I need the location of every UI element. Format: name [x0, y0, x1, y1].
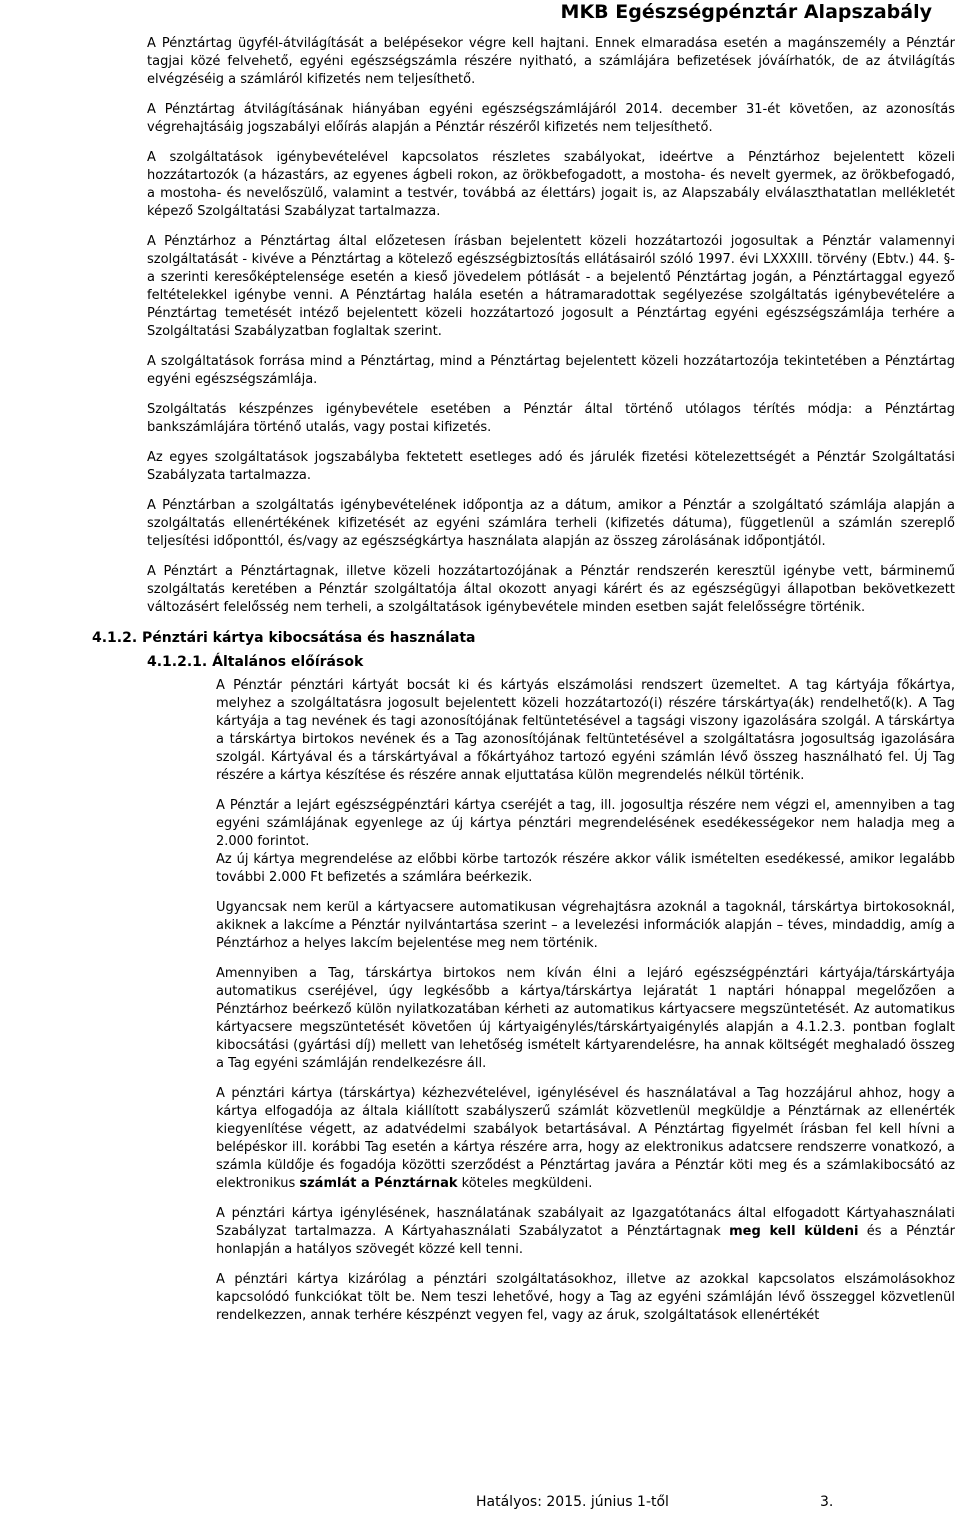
- paragraph: Az új kártya megrendelése az előbbi körbe tartozók részére akkor válik ismételten esedékessé, amikor legalább további 2.000 Ft befizetés a számlára beérkezik.: [216, 852, 955, 885]
- page-number: 3.: [820, 1494, 834, 1510]
- page-header: [0, 0, 960, 28]
- document-body: [92, 35, 955, 1337]
- text-run: A pénztári kártya igénylésének, használatának szabályait az Igazgatótanács által elfogadott Kártyahasználati Szabályzat tartalmazza. A Kártyahasználati Szabályzatot a Pénztártagnak: [216, 1206, 955, 1239]
- section-heading: 4.1.2. Pénztári kártya kibocsátása és használata: [92, 630, 476, 646]
- subsection-heading: 4.1.2.1. Általános előírások: [147, 654, 364, 670]
- paragraph: [216, 1205, 955, 1259]
- paragraph: A Pénztárt a Pénztártagnak, illetve közeli hozzátartozójának a Pénztár rendszerén keresztül igénybe vett, bárminemű szolgáltatás keretében a Pénztár szolgáltatója által okozott anyagi kárért és az egészségügyi állapotban bekövetkezett változásért felelősség nem terheli, a szolgáltatások igénybevétele minden esetben saját felelősségre történik.: [147, 564, 955, 615]
- paragraph: Ugyancsak nem kerül a kártyacsere automatikusan végrehajtásra azoknál a tagoknál, társkártya birtokosoknál, akiknek a lakcíme a Pénztár nyilvántartása szerint – a levelezési információk alapján – téves, mindaddig, amíg a Pénztárhoz a helyes lakcím bejelentése meg nem történik.: [216, 900, 955, 951]
- text-run: A pénztári kártya (társkártya) kézhezvételével, igénylésével és használatával a Tag hozzájárul ahhoz, hogy a kártya elfogadója az általa kiállított szabályszerű számlát közvetlenül megküldje a Pénztárnak az ellenérték kiegyenlítése végett, az adatvédelmi szabályok betartásával. A Pénztártag figyelmét írásban fel kell hívni a belépéskor ill. korábbi Tag esetén a kártya részére arra, hogy az elektronikus adatcsere rendszerre vonatkozó, a számla küldője és fogadója közötti szerződést a Pénztártag javára a Pénztár köti meg és a számlakibocsátó az elektronikus: [216, 1086, 955, 1191]
- page-footer: [476, 1493, 834, 1511]
- paragraph: A Pénztárban a szolgáltatás igénybevételének időpontja az a dátum, amikor a Pénztár a szolgáltató számlája alapján a szolgáltatás ellenértékének kifizetését az egyéni számlára terheli (kifizetés dátuma), függetlenül a számlán szereplő teljesítési időponttól, és/vagy az egészségkártya használata alapján az összeg zárolásának időpontjától.: [147, 498, 955, 549]
- paragraph: A Pénztárhoz a Pénztártag által előzetesen írásban bejelentett közeli hozzátartozói jogosultak a Pénztár valamennyi szolgáltatását - kivéve a Pénztártag a kötelező egészségbiztosítás ellátásairól szóló 1997. évi LXXXIII. törvény (Ebtv.) 44. §-a szerinti keresőképtelensége esetén a kieső jövedelem pótlását - a bejelentő Pénztártag jogán, a Pénztártaggal egyező feltételekkel igénybe venni. A Pénztártag halála esetén a hátramaradottak segélyezése szolgáltatás igénybevételére a Pénztártag temetését intéző bejelentett közeli hozzátartozó jogosult a Pénztártag egyéni egészségszámlája terhére a Szolgáltatási Szabályzatban foglaltak szerint.: [147, 234, 955, 339]
- paragraph: A Pénztár pénztári kártyát bocsát ki és kártyás elszámolási rendszert üzemeltet. A tag kártyája főkártya, melyhez a szolgáltatásra jogosult bejelentett közeli hozzátartozó(i) részére társkártya(ák) rendelhető(k). A Tag kártyája a tag nevének és tagi azonosítójának feltüntetésével a tagsági viszony igazolására szolgál. A társkártya a társkártya birtokos nevének és a Tag azonosítójának feltüntetésével a szolgáltatásra jogosultság igazolására szolgál. Kártyával és a társkártyával a főkártyához tartozó egyéni számlán lévő összeg használható fel. Új Tag részére a kártya készítése és részére annak eljuttatása külön megrendelés nélkül történik.: [216, 678, 955, 783]
- paragraph: Szolgáltatás készpénzes igénybevétele esetében a Pénztár által történő utólagos térítés módja: a Pénztártag bankszámlájára történő utalás, vagy postai kifizetés.: [147, 402, 955, 435]
- paragraph: A Pénztártag átvilágításának hiányában egyéni egészségszámlájáról 2014. december 31-ét követően, az azonosítás végrehajtásáig jogszabályi előírás alapján a Pénztár részéről kifizetés nem teljesíthető.: [147, 102, 955, 135]
- bold-text: meg kell küldeni: [729, 1224, 859, 1239]
- paragraph: Amennyiben a Tag, társkártya birtokos nem kíván élni a lejáró egészségpénztári kártyája/társkártyája automatikus cseréjével, úgy legkésőbb a kártya/társkártya lejáratát 1 naptári hónappal megelőzően a Pénztárhoz beérkező külön nyilatkozatában kérheti az automatikus kártyacsere megszüntetését. Az automatikus kártyacsere megszüntetését követően új kártyaigénylés/társkártyaigénylés alapján a 4.1.2.3. pontban foglalt kibocsátási (gyártási díj) mellett van lehetőség ismételt kártyarendelésre, ha annak költségét meghaladó összeg a Tag egyéni számláján rendelkezésre áll.: [216, 966, 955, 1071]
- paragraph: [216, 1085, 955, 1193]
- paragraph: A pénztári kártya kizárólag a pénztári szolgáltatásokhoz, illetve az azokkal kapcsolatos elszámolásokhoz kapcsolódó funkciókat tölt be. Nem teszi lehetővé, hogy a Tag az egyéni számláján lévő összeggel közvetlenül rendelkezzen, annak terhére készpénzt vegyen fel, vagy az áruk, szolgáltatások ellenértékét: [216, 1272, 955, 1323]
- paragraph: A Pénztár a lejárt egészségpénztári kártya cseréjét a tag, ill. jogosultja részére nem végzi el, amennyiben a tag egyéni számlájának egyenlege az új kártya pénztári megrendelésének esedékességekor nem haladja meg a 2.000 forintot.: [216, 798, 955, 849]
- text-run: köteles megküldeni.: [457, 1176, 593, 1191]
- paragraph: Az egyes szolgáltatások jogszabályba fektetett esetleges adó és járulék fizetési kötelezettségét a Pénztár Szolgáltatási Szabályzata tartalmazza.: [147, 450, 955, 483]
- paragraph: A szolgáltatások igénybevételével kapcsolatos részletes szabályokat, ideértve a Pénztárhoz bejelentett közeli hozzátartozók (a házastárs, az egyenes ágbeli rokon, az örökbefogadott, a mostoha- és nevelt gyermek, az örökbefogadó, a mostoha- és nevelőszülő, valamint a testvér, továbbá az élettárs) jogait is, az Alapszabály elválaszthatatlan mellékletét képező Szolgáltatási Szabályzat tartalmazza.: [147, 150, 955, 219]
- header-title: MKB Egészségpénztár Alapszabály: [560, 1, 932, 23]
- effective-date: Hatályos: 2015. június 1-től: [476, 1494, 669, 1510]
- paragraph: A szolgáltatások forrása mind a Pénztártag, mind a Pénztártag bejelentett közeli hozzátartozója tekintetében a Pénztártag egyéni egészségszámlája.: [147, 354, 955, 387]
- subsection-body: [216, 677, 955, 1325]
- bold-text: számlát a Pénztárnak: [299, 1176, 458, 1191]
- paragraph: A Pénztártag ügyfél-átvilágítását a belépésekor végre kell hajtani. Ennek elmaradása esetén a magánszemély a Pénztár tagjai közé felvehető, egyéni egészségszámla részére nyitható, a számlájára befizetések jóváírhatók, de az átvilágítás elvégzéséig a számláról kifizetés nem teljesíthető.: [147, 36, 955, 87]
- text-run: és a Pénztár honlapján a hatályos szövegét közzé kell tenni.: [216, 1224, 955, 1257]
